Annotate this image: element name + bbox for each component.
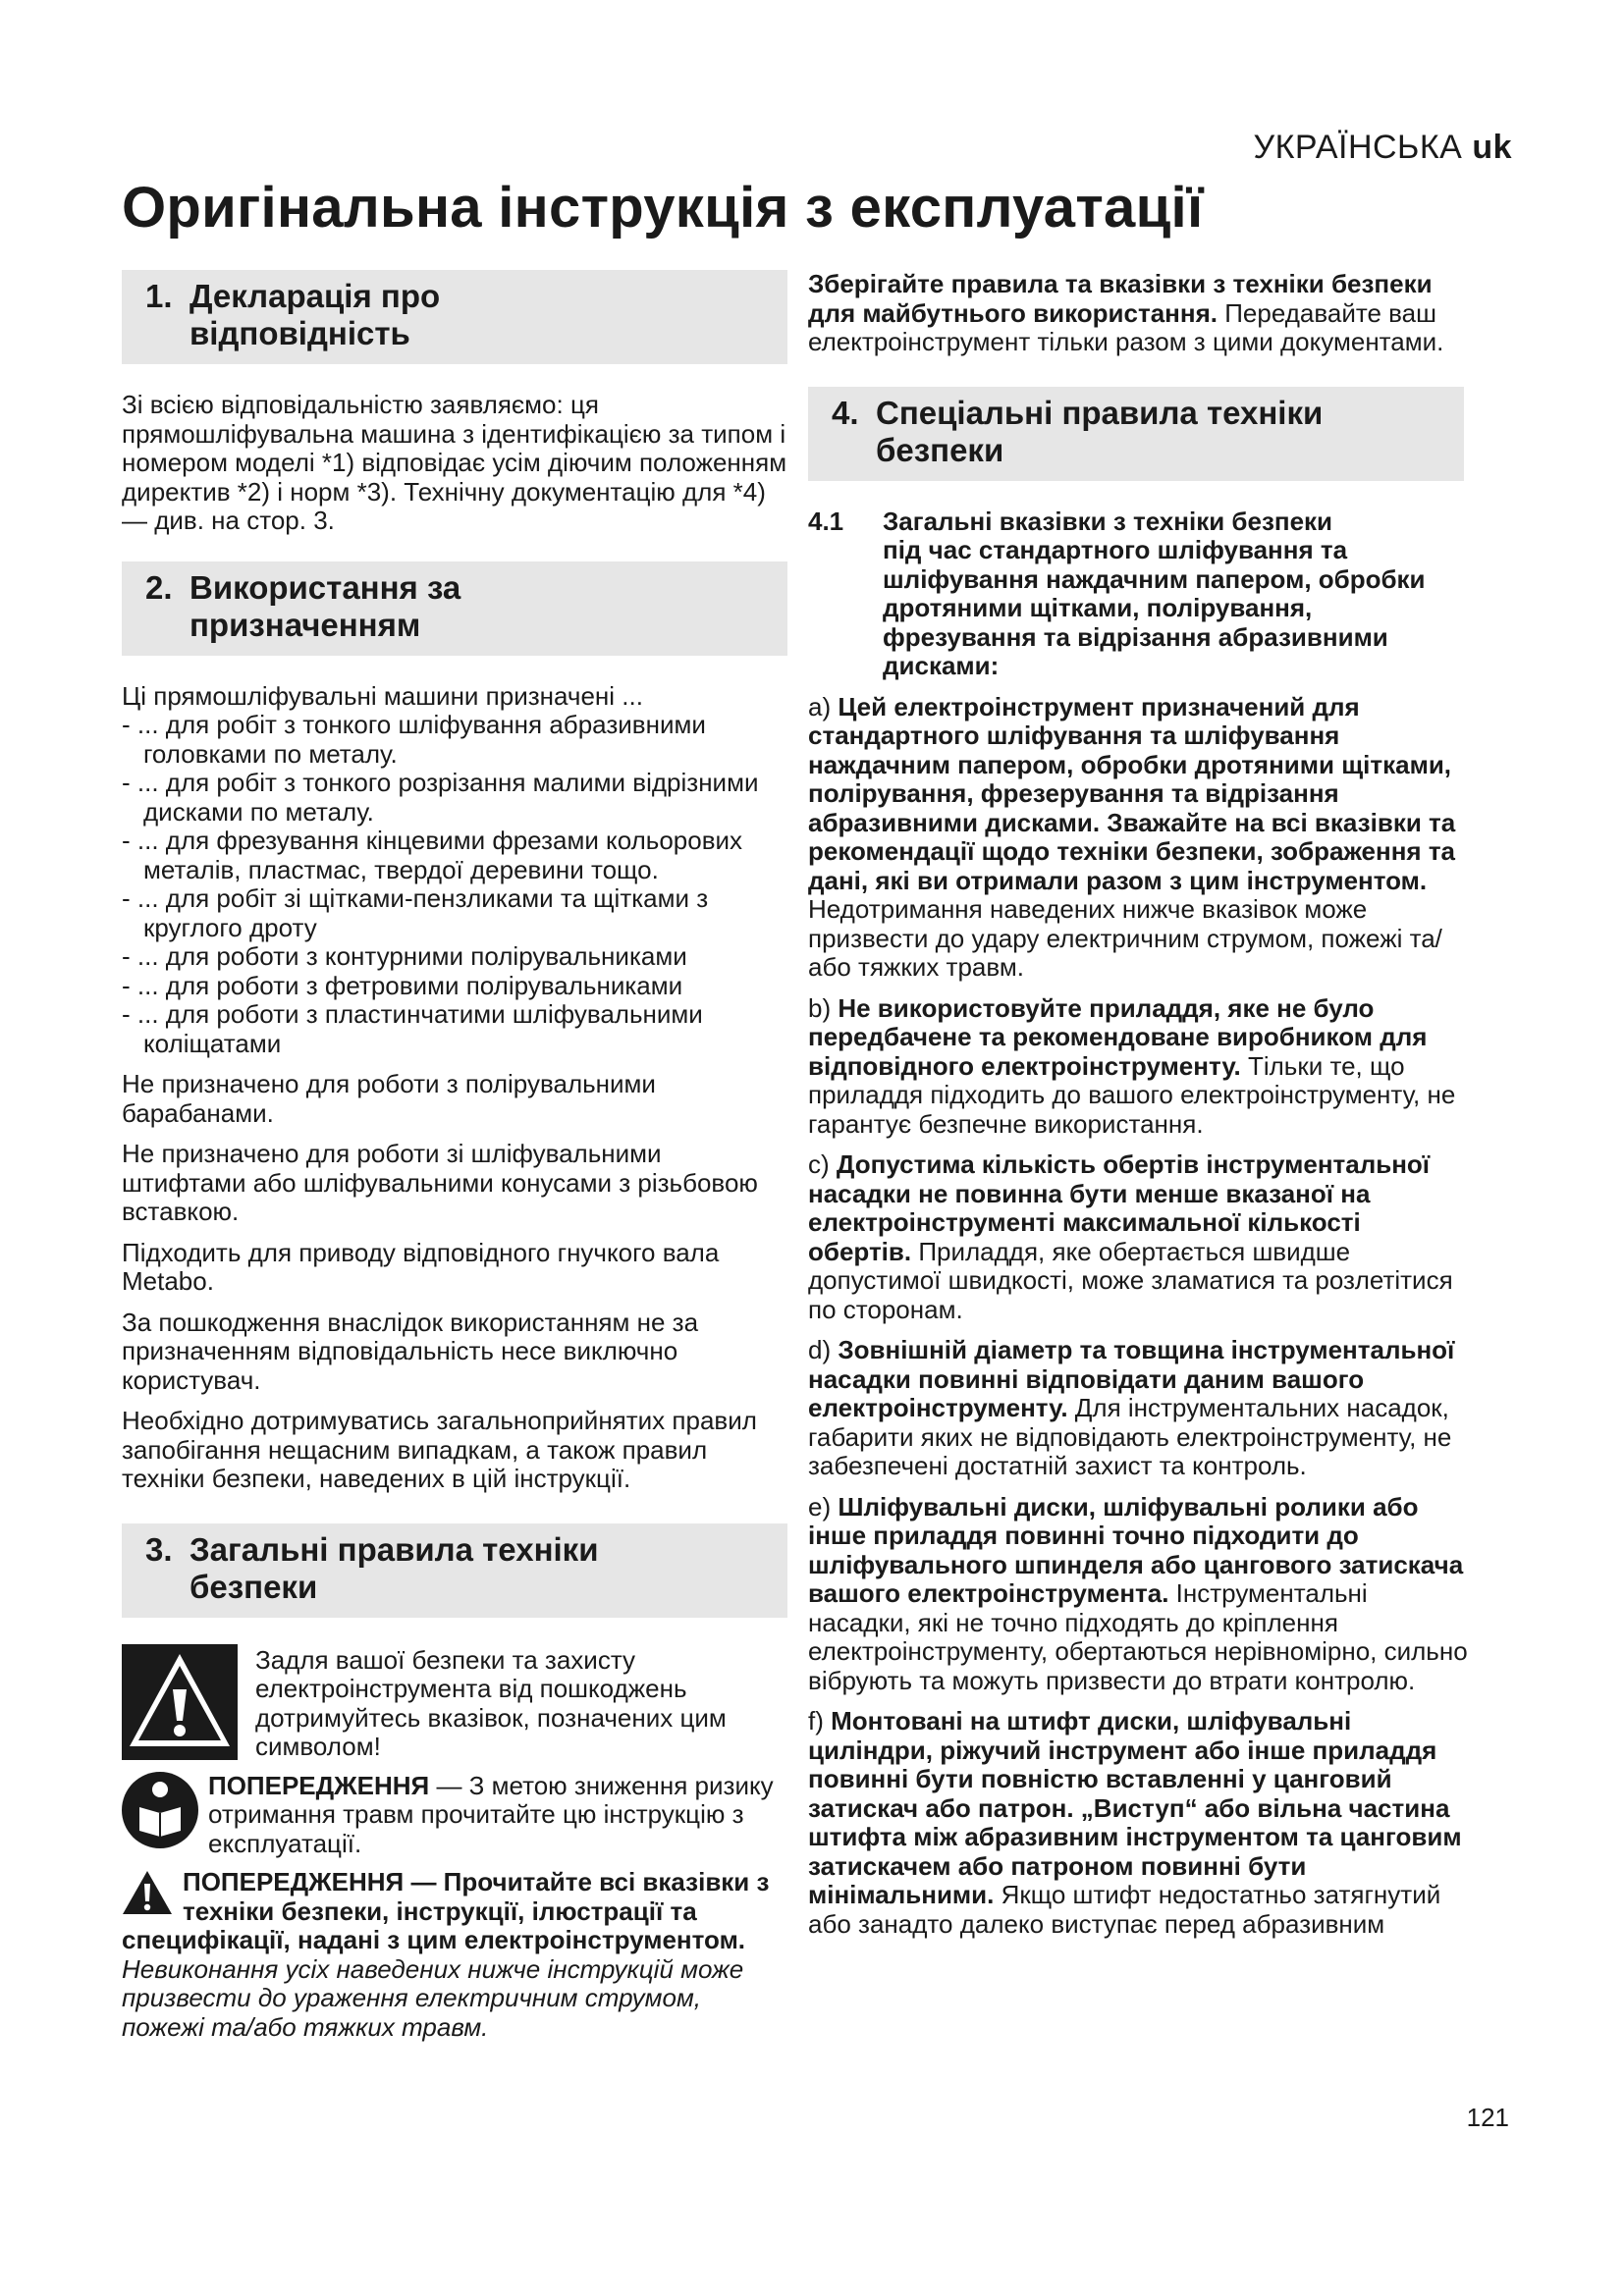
rule-item — [808, 1707, 1468, 1939]
rule-letter: c) — [808, 1149, 837, 1179]
general-warning-bold: ПОПЕРЕДЖЕННЯ — Прочитайте всі вказівки з техніки безпеки, інструкції, ілюстрації та специфікації, надані з цим електроінструментом. — [122, 1867, 770, 1954]
section-1-heading — [122, 270, 787, 364]
list-item: - ... для робіт з тонкого розрізання малими відрізними дисками по металу. — [122, 768, 759, 827]
warning-triangle-small-icon — [122, 1870, 173, 1915]
section-1-title-line1: Декларація про — [189, 278, 441, 314]
rule-item — [808, 1336, 1468, 1481]
keep-instructions-note — [808, 270, 1468, 357]
paragraph: Не призначено для роботи зі шліфувальними штифтами або шліфувальними конусами з різьбовою вставкою. — [122, 1139, 758, 1226]
list-item: - ... для робіт зі щітками-пензликами та щітками з круглого дроту — [122, 883, 709, 942]
language-name: УКРАЇНСЬКА — [1253, 129, 1463, 166]
warning-text: — З метою зниження ризику отримання травм прочитайте цю інструкцію з експлуатації. — [208, 1770, 774, 1858]
subsection-4-1-heading — [808, 507, 1468, 681]
rule-text: Тільки те, що приладдя підходить до вашого електроінструменту, не гарантує безпечне використання. — [808, 1050, 1456, 1139]
section-4-number: 4. — [832, 394, 859, 431]
list-item: - ... для роботи з фетровими полірувальниками — [122, 970, 683, 1000]
section-2-title-line1: Використання за — [189, 568, 461, 606]
section-1-title-line2: відповідність — [189, 315, 410, 351]
section-4-title-line2: безпеки — [876, 431, 1004, 468]
rule-item — [808, 994, 1468, 1140]
section-3-title-line2: безпеки — [189, 1568, 318, 1605]
rule-bold: Допустима кількість обертів інструментальної насадки не повинна бути менше вказаної на електроінструменті максимальної кількості обертів. — [808, 1149, 1431, 1266]
right-column — [808, 270, 1468, 1950]
section-2-title-line2: призначенням — [189, 606, 421, 643]
paragraph: Необхідно дотримуватись загальноприйнятих правил запобігання нещасним випадкам, а також правил техніки безпеки, наведених в цій інструкції. — [122, 1406, 757, 1493]
usage-list — [122, 711, 787, 1058]
section-1-text: Зі всією відповідальністю заявляємо: ця прямошліфувальна машина з ідентифікацією за типом і номером моделі *1) відповідає усім діючим положенням директив *2) і норм *3). Технічну документацію для *4) — див. на стор. 3. — [122, 390, 787, 535]
rule-item — [808, 1493, 1468, 1696]
rule-text: Для інструментальних насадок, габарити яких не відповідають електроінструменту, не забезпечені достатній захист та контроль. — [808, 1393, 1452, 1480]
rule-text: Якщо штифт недостатньо затягнутий або занадто далеко виступає перед абразивним — [808, 1880, 1441, 1939]
language-label — [1254, 129, 1512, 167]
left-column — [122, 270, 787, 2042]
read-manual-icon — [122, 1772, 198, 1848]
warning-label: ПОПЕРЕДЖЕННЯ — [208, 1770, 430, 1800]
rule-item — [808, 1150, 1468, 1324]
list-item: - ... для роботи з пластинчатими шліфувальними коліщатами — [122, 999, 703, 1058]
section-2-heading — [122, 561, 787, 656]
section-1-number: 1. — [145, 278, 173, 314]
section-3-number: 3. — [145, 1530, 173, 1568]
subsection-title-rest: під час стандартного шліфування та шліфування наждачним папером, обробки дротяними щітками, полірування, фрезування та відрізання абразивними дисками: — [883, 535, 1426, 680]
rule-item — [808, 693, 1468, 983]
section-4-heading — [808, 387, 1464, 481]
symbol-text: Задля вашої безпеки та захисту електроінструмента від пошкоджень дотримуйтесь вказівок, позначених цим символом! — [255, 1644, 727, 1761]
list-item: - ... для робіт з тонкого шліфування абразивними головками по металу. — [122, 710, 706, 769]
keep-instructions-text: Передавайте ваш електроінструмент тільки разом з цими документами. — [808, 297, 1444, 356]
rule-letter: a) — [808, 691, 839, 721]
read-manual-text — [208, 1772, 787, 1859]
rule-bold: Не використовуйте приладдя, яке не було передбачене та рекомендоване виробником для відповідного електроінструменту. — [808, 992, 1428, 1081]
warning-triangle-icon — [122, 1644, 238, 1760]
keep-instructions-bold: Зберігайте правила та вказівки з техніки безпеки для майбутнього використання. — [808, 269, 1433, 328]
section-4-title-line1: Спеціальні правила техніки — [876, 394, 1324, 431]
rule-bold: Шліфувальні диски, шліфувальні ролики або інше приладдя повинні точно підходити до шліфувального шпинделя або цангового затискача вашого електроінструмента. — [808, 1491, 1464, 1608]
read-manual-warning — [122, 1772, 787, 1859]
subsection-number: 4.1 — [808, 506, 844, 536]
paragraph: Підходить для приводу відповідного гнучкого вала Metabo. — [122, 1237, 720, 1296]
rule-letter: f) — [808, 1706, 832, 1735]
section-2-number: 2. — [145, 568, 173, 606]
paragraph: Не призначено для роботи з полірувальними барабанами. — [122, 1069, 656, 1128]
page-title: Оригінальна інструкція з експлуатації — [122, 176, 1204, 240]
language-code: uk — [1472, 129, 1512, 166]
general-warning — [122, 1868, 787, 2042]
section-3-title-line1: Загальні правила техніки — [189, 1530, 599, 1568]
rule-bold: Цей електроінструмент призначений для стандартного шліфування та шліфування наждачним папером, обробки дротяними щітками, полірування, фрезерування та відрізання абразивними дисками. Зважайте на всі вказівки та рекомендації щодо техніки безпеки, зображення та дані, які ви отримали разом з цим інструментом. — [808, 691, 1456, 895]
section-3-heading — [122, 1523, 787, 1618]
rule-letter: d) — [808, 1335, 839, 1364]
list-item: - ... для фрезування кінцевими фрезами кольорових металів, пластмас, твердої деревини тощо. — [122, 826, 743, 884]
paragraph: За пошкодження внаслідок використанням не за призначенням відповідальність несе виключно користувач. — [122, 1307, 699, 1395]
rule-bold: Зовнішній діаметр та товщина інструментальної насадки повинні відповідати даним вашого електроінструменту. — [808, 1335, 1455, 1422]
page-number: 121 — [1466, 2103, 1509, 2132]
general-warning-italic: Невиконання усіх наведених нижче інструкцій може призвести до ураження електричним струмом, пожежі та/або тяжких травм. — [122, 1953, 744, 2042]
rule-letter: b) — [808, 992, 839, 1023]
rule-text: Інструментальні насадки, які не точно підходять до кріплення електроінструменту, обертаються нерівномірно, сильно вібрують та можуть призвести до втрати контролю. — [808, 1578, 1468, 1695]
section-2-intro: Ці прямошліфувальні машини призначені ... — [122, 680, 643, 711]
rule-text: Недотримання наведених нижче вказівок може призвести до удару електричним струмом, пожежі та/або тяжких травм. — [808, 894, 1442, 982]
rule-bold: Монтовані на штифт диски, шліфувальні циліндри, ріжучий інструмент або інше приладдя повинні бути повністю вставленні у цанговий затискач або патрон. „Виступ“ або вільна частина штифта між абразивним інструментом та цанговим затискачем або патроном повинні бути мінімальними. — [808, 1706, 1462, 1909]
rule-text: Приладдя, яке обертається швидше допустимої швидкості, може зламатися та розлетітися по сторонам. — [808, 1236, 1453, 1324]
subsection-title-line1: Загальні вказівки з техніки безпеки — [883, 506, 1333, 536]
symbol-explanation — [122, 1644, 787, 1762]
rule-letter: e) — [808, 1491, 839, 1522]
list-item: - ... для роботи з контурними полірувальниками — [122, 941, 687, 971]
